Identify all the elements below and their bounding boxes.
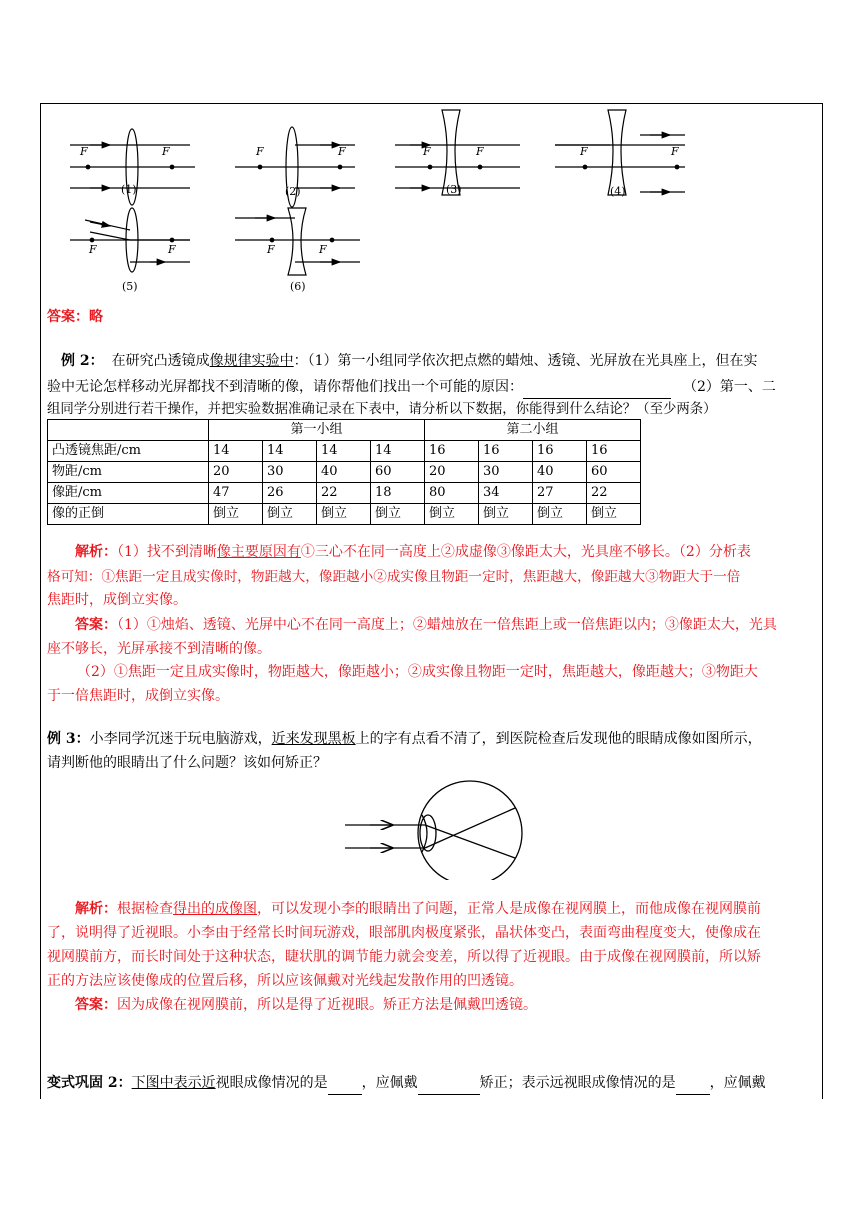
analysis-underline: 像主要原因有 bbox=[216, 544, 301, 560]
table-cell: 60 bbox=[371, 462, 425, 483]
focus-label: F bbox=[80, 145, 88, 158]
answer-2-line-4: 于一倍焦距时，成倒立实像。 bbox=[47, 688, 229, 704]
example-3-text: 小李同学沉迷于玩电脑游戏， bbox=[89, 731, 272, 747]
answer-2-line-3 bbox=[47, 661, 815, 683]
row-label: 像距/cm bbox=[48, 483, 209, 504]
table-cell: 16 bbox=[533, 441, 587, 462]
example-2-line-1 bbox=[47, 350, 815, 372]
focus-label: F bbox=[338, 145, 346, 158]
analysis-2-line-1 bbox=[47, 541, 815, 563]
focus-label: F bbox=[671, 145, 679, 158]
example-2-underline: 像规律实验中 bbox=[209, 353, 294, 369]
table-cell: 60 bbox=[587, 462, 641, 483]
analysis-underline: 得出的成像图 bbox=[173, 901, 257, 917]
table-cell: 倒立 bbox=[209, 504, 263, 525]
analysis-3-line-1 bbox=[47, 898, 815, 920]
table-row bbox=[48, 462, 641, 483]
table-header-row bbox=[48, 420, 641, 441]
table-cell: 倒立 bbox=[263, 504, 317, 525]
table-cell: 18 bbox=[371, 483, 425, 504]
table-cell: 80 bbox=[425, 483, 479, 504]
figure-caption: (5) bbox=[122, 280, 138, 293]
answer-blank[interactable] bbox=[676, 1072, 710, 1095]
experiment-data-table bbox=[47, 419, 641, 525]
table-cell: 20 bbox=[425, 462, 479, 483]
practice-text: ，应佩戴 bbox=[361, 1075, 418, 1091]
figure-caption: (3) bbox=[446, 183, 462, 196]
table-cell: 倒立 bbox=[425, 504, 479, 525]
answer-blank[interactable] bbox=[418, 1072, 480, 1095]
practice-text: 矫正；表示远视眼成像情况的是 bbox=[479, 1075, 676, 1091]
table-cell: 30 bbox=[263, 462, 317, 483]
table-cell: 倒立 bbox=[587, 504, 641, 525]
table-corner-cell bbox=[48, 420, 209, 441]
figure-caption: (6) bbox=[290, 280, 306, 293]
lens-figure-4 bbox=[555, 110, 685, 195]
focus-label: F bbox=[89, 243, 97, 256]
lens-diagrams bbox=[40, 100, 820, 300]
practice-text: 视眼成像情况的是 bbox=[215, 1075, 328, 1091]
analysis-3-line-3: 视网膜前方，而长时间处于这种状态，睫状肌的调节能力就会变差，所以得了近视眼。由于成像在视网膜前，所以矫 bbox=[47, 949, 761, 965]
table-cell: 20 bbox=[209, 462, 263, 483]
answer-1: 答案：略 bbox=[47, 309, 103, 325]
table-cell: 26 bbox=[263, 483, 317, 504]
table-cell: 40 bbox=[533, 462, 587, 483]
focus-label: F bbox=[476, 145, 484, 158]
table-cell: 22 bbox=[587, 483, 641, 504]
example-2-text: （2）第一、二 bbox=[683, 379, 776, 395]
answer-label: 答案： bbox=[75, 997, 117, 1013]
eye-diagram bbox=[340, 770, 530, 880]
example-3-line-1 bbox=[47, 728, 815, 750]
analysis-2-line-2: 格可知：①焦距一定且成实像时，物距越大，像距越小②成实像且物距一定时，焦距越大，像距越大③物距大于一倍 bbox=[47, 569, 741, 585]
table-cell: 倒立 bbox=[371, 504, 425, 525]
table-cell: 30 bbox=[479, 462, 533, 483]
focus-label: F bbox=[162, 145, 170, 158]
table-cell: 倒立 bbox=[533, 504, 587, 525]
table-cell: 27 bbox=[533, 483, 587, 504]
analysis-text: ，可以发现小李的眼睛出了问题，正常人是成像在视网膜上，而他成像在视网膜前 bbox=[257, 901, 761, 917]
analysis-label: 解析： bbox=[75, 901, 117, 917]
example-2-text: 验中无论怎样移动光屏都找不到清晰的像，请你帮他们找出一个可能的原因： bbox=[47, 379, 523, 395]
table-cell: 14 bbox=[371, 441, 425, 462]
answer-2-line-1 bbox=[47, 614, 815, 636]
figure-caption: (2) bbox=[285, 185, 301, 198]
example-2-line-2 bbox=[47, 376, 815, 399]
table-cell: 14 bbox=[263, 441, 317, 462]
row-label: 物距/cm bbox=[48, 462, 209, 483]
figure-caption: (4) bbox=[610, 185, 626, 198]
answer-text: （1）①烛焰、透镜、光屏中心不在同一高度上；②蜡烛放在一倍焦距上或一倍焦距以内；③像距太大，光具 bbox=[117, 617, 777, 633]
focus-label: F bbox=[267, 243, 275, 256]
table-row bbox=[48, 441, 641, 462]
answer-text: （2）①焦距一定且成实像时，物距越大，像距越小；②成实像且物距一定时，焦距越大，像距越大；③物距大 bbox=[77, 664, 758, 680]
group-2-header: 第二小组 bbox=[425, 420, 641, 441]
answer-text: 因为成像在视网膜前，所以是得了近视眼。矫正方法是佩戴凹透镜。 bbox=[117, 997, 537, 1013]
answer-blank[interactable] bbox=[328, 1072, 362, 1095]
example-2-line-3: 组同学分别进行若干操作，并把实验数据准确记录在下表中，请分析以下数据，你能得到什么结论？（至少两条） bbox=[47, 402, 717, 417]
answer-label: 答案： bbox=[75, 617, 117, 633]
table-cell: 倒立 bbox=[317, 504, 371, 525]
table-cell: 47 bbox=[209, 483, 263, 504]
table-cell: 14 bbox=[209, 441, 263, 462]
answer-blank[interactable] bbox=[523, 376, 671, 399]
table-cell: 34 bbox=[479, 483, 533, 504]
example-3-underline: 近来发现黑板 bbox=[271, 731, 356, 747]
focus-label: F bbox=[580, 145, 588, 158]
analysis-3-line-2: 了，说明得了近视眼。小李由于经常长时间玩游戏，眼部肌肉极度紧张，晶状体变凸，表面弯曲程度变大，使像成在 bbox=[47, 925, 761, 941]
answer-2-line-2: 座不够长，光屏承接不到清晰的像。 bbox=[47, 641, 271, 657]
focus-label: F bbox=[256, 145, 264, 158]
table-cell: 16 bbox=[479, 441, 533, 462]
example-3-text: 上的字有点看不清了，到医院检查后发现他的眼睛成像如图所示， bbox=[355, 731, 762, 747]
example-2-label: 例 2： bbox=[61, 353, 104, 369]
example-2-text: ：（1）第一小组同学依次把点燃的蜡烛、透镜、光屏放在光具座上，但在实 bbox=[293, 353, 758, 369]
lens-figure-5 bbox=[70, 208, 190, 272]
focus-label: F bbox=[423, 145, 431, 158]
table-cell: 16 bbox=[587, 441, 641, 462]
analysis-2-line-3: 焦距时，成倒立实像。 bbox=[47, 592, 187, 608]
practice-2 bbox=[47, 1072, 815, 1095]
analysis-text: ①三心不在同一高度上②成虚像③像距太大，光具座不够长。（2）分析表 bbox=[300, 544, 751, 560]
group-1-header: 第一小组 bbox=[209, 420, 425, 441]
example-2-text: 在研究凸透镜成 bbox=[111, 353, 210, 369]
example-3-line-2: 请判断他的眼睛出了什么问题？该如何矫正？ bbox=[47, 755, 327, 771]
focus-label: F bbox=[319, 243, 327, 256]
analysis-text: 根据检查 bbox=[117, 901, 173, 917]
row-label: 凸透镜焦距/cm bbox=[48, 441, 209, 462]
table-cell: 40 bbox=[317, 462, 371, 483]
analysis-3-line-4: 正的方法应该使像成的位置后移，所以应该佩戴对光线起发散作用的凹透镜。 bbox=[47, 973, 523, 989]
example-3-label: 例 3： bbox=[47, 731, 90, 747]
analysis-label: 解析： bbox=[75, 544, 117, 560]
focus-label: F bbox=[168, 243, 176, 256]
row-label: 像的正倒 bbox=[48, 504, 209, 525]
analysis-text: （1）找不到清晰 bbox=[117, 544, 217, 560]
table-cell: 14 bbox=[317, 441, 371, 462]
table-cell: 16 bbox=[425, 441, 479, 462]
table-row bbox=[48, 483, 641, 504]
practice-text: ，应佩戴 bbox=[709, 1075, 766, 1091]
practice-underline: 下图中表示近 bbox=[131, 1075, 216, 1091]
table-cell: 22 bbox=[317, 483, 371, 504]
figure-caption: (1) bbox=[121, 183, 137, 196]
table-cell: 倒立 bbox=[479, 504, 533, 525]
answer-3 bbox=[47, 994, 815, 1016]
lens-figure-6 bbox=[235, 208, 360, 275]
practice-label: 变式巩固 2： bbox=[47, 1075, 132, 1091]
table-row bbox=[48, 504, 641, 525]
